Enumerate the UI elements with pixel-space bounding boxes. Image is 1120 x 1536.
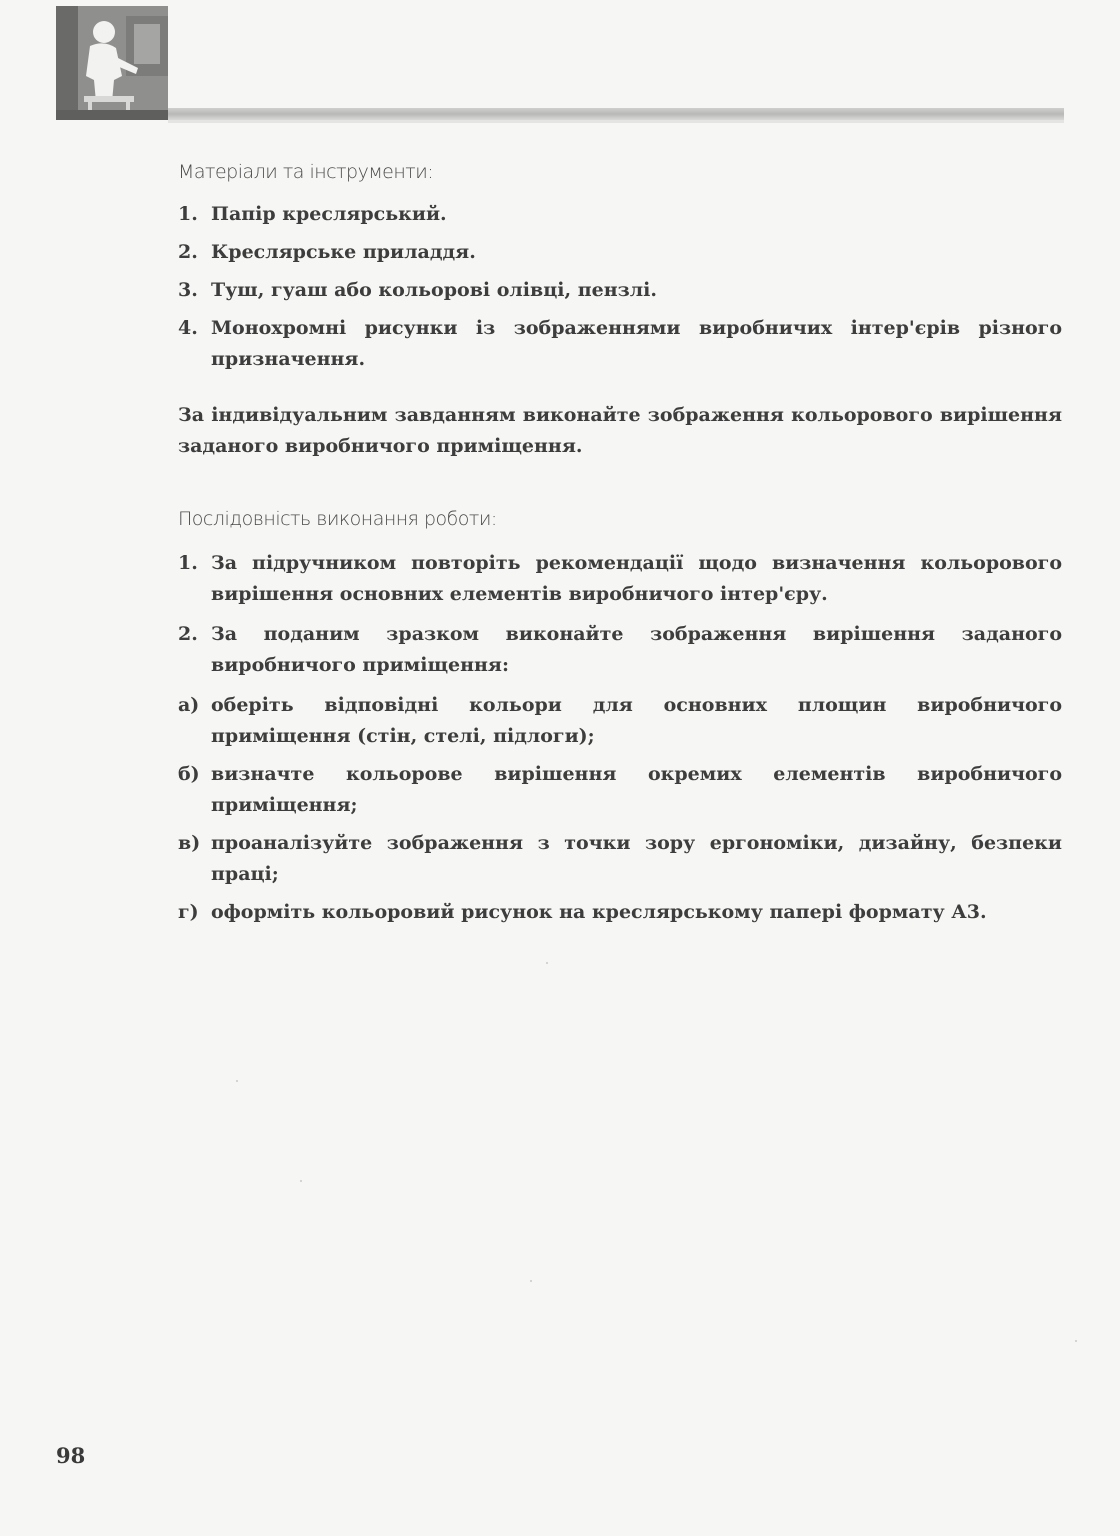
- step-number: 2.: [178, 623, 198, 645]
- scan-speck: [1075, 1340, 1077, 1342]
- step-item: [178, 548, 1062, 610]
- substep-letter: в): [178, 832, 201, 854]
- substep-letter: а): [178, 694, 200, 716]
- list-number: 4.: [178, 317, 198, 339]
- substep-letter: б): [178, 763, 200, 785]
- substep-letter: г): [178, 901, 199, 923]
- header-photo-workplace: [56, 6, 168, 120]
- list-text: Туш, гуаш або кольорові олівці, пензлі.: [211, 279, 657, 301]
- substep-item: [178, 828, 1062, 890]
- list-item: [178, 237, 1062, 268]
- step-text: За підручником повторіть рекомендації щодо визначення кольорового вирішення основних елементів виробничого інтер'єру.: [211, 552, 1062, 605]
- substep-text: проаналізуйте зображення з точки зору ергономіки, дизайну, безпеки праці;: [211, 832, 1062, 885]
- list-text: Папір креслярський.: [211, 203, 447, 225]
- step-item: [178, 619, 1062, 681]
- step-number: 1.: [178, 552, 198, 574]
- task-paragraph: За індивідуальним завданням виконайте зображення кольорового вирішення заданого виробничого приміщення.: [178, 404, 1062, 457]
- list-text: Креслярське приладдя.: [211, 241, 476, 263]
- worker-silhouette-icon: [56, 6, 168, 120]
- sequence-heading: Послідовність виконання роботи:: [178, 508, 497, 530]
- header-rule: [168, 108, 1064, 120]
- substep-item: [178, 690, 1062, 752]
- list-number: 1.: [178, 203, 198, 225]
- substep-text: оформіть кольоровий рисунок на креслярському папері формату А3.: [211, 901, 987, 923]
- list-number: 3.: [178, 279, 198, 301]
- list-item: [178, 313, 1062, 375]
- materials-heading: Матеріали та інструменти:: [178, 161, 434, 183]
- scan-speck: [236, 1080, 238, 1082]
- scan-speck: [546, 962, 548, 964]
- substep-text: оберіть відповідні кольори для основних площин виробничого приміщення (стін, стелі, підлоги);: [211, 694, 1062, 747]
- steps-list: [178, 548, 1062, 935]
- substep-item: [178, 897, 1062, 928]
- page-number: 98: [56, 1443, 86, 1468]
- scan-speck: [300, 1180, 302, 1182]
- list-item: [178, 199, 1062, 230]
- scan-speck: [530, 1280, 532, 1282]
- step-text: За поданим зразком виконайте зображення вирішення заданого виробничого приміщення:: [211, 623, 1062, 676]
- list-text: Монохромні рисунки із зображеннями виробничих інтер'єрів різного призначення.: [211, 317, 1062, 370]
- list-item: [178, 275, 1062, 306]
- substep-item: [178, 759, 1062, 821]
- list-number: 2.: [178, 241, 198, 263]
- materials-list: [178, 199, 1062, 382]
- substep-text: визначте кольорове вирішення окремих елементів виробничого приміщення;: [211, 763, 1062, 816]
